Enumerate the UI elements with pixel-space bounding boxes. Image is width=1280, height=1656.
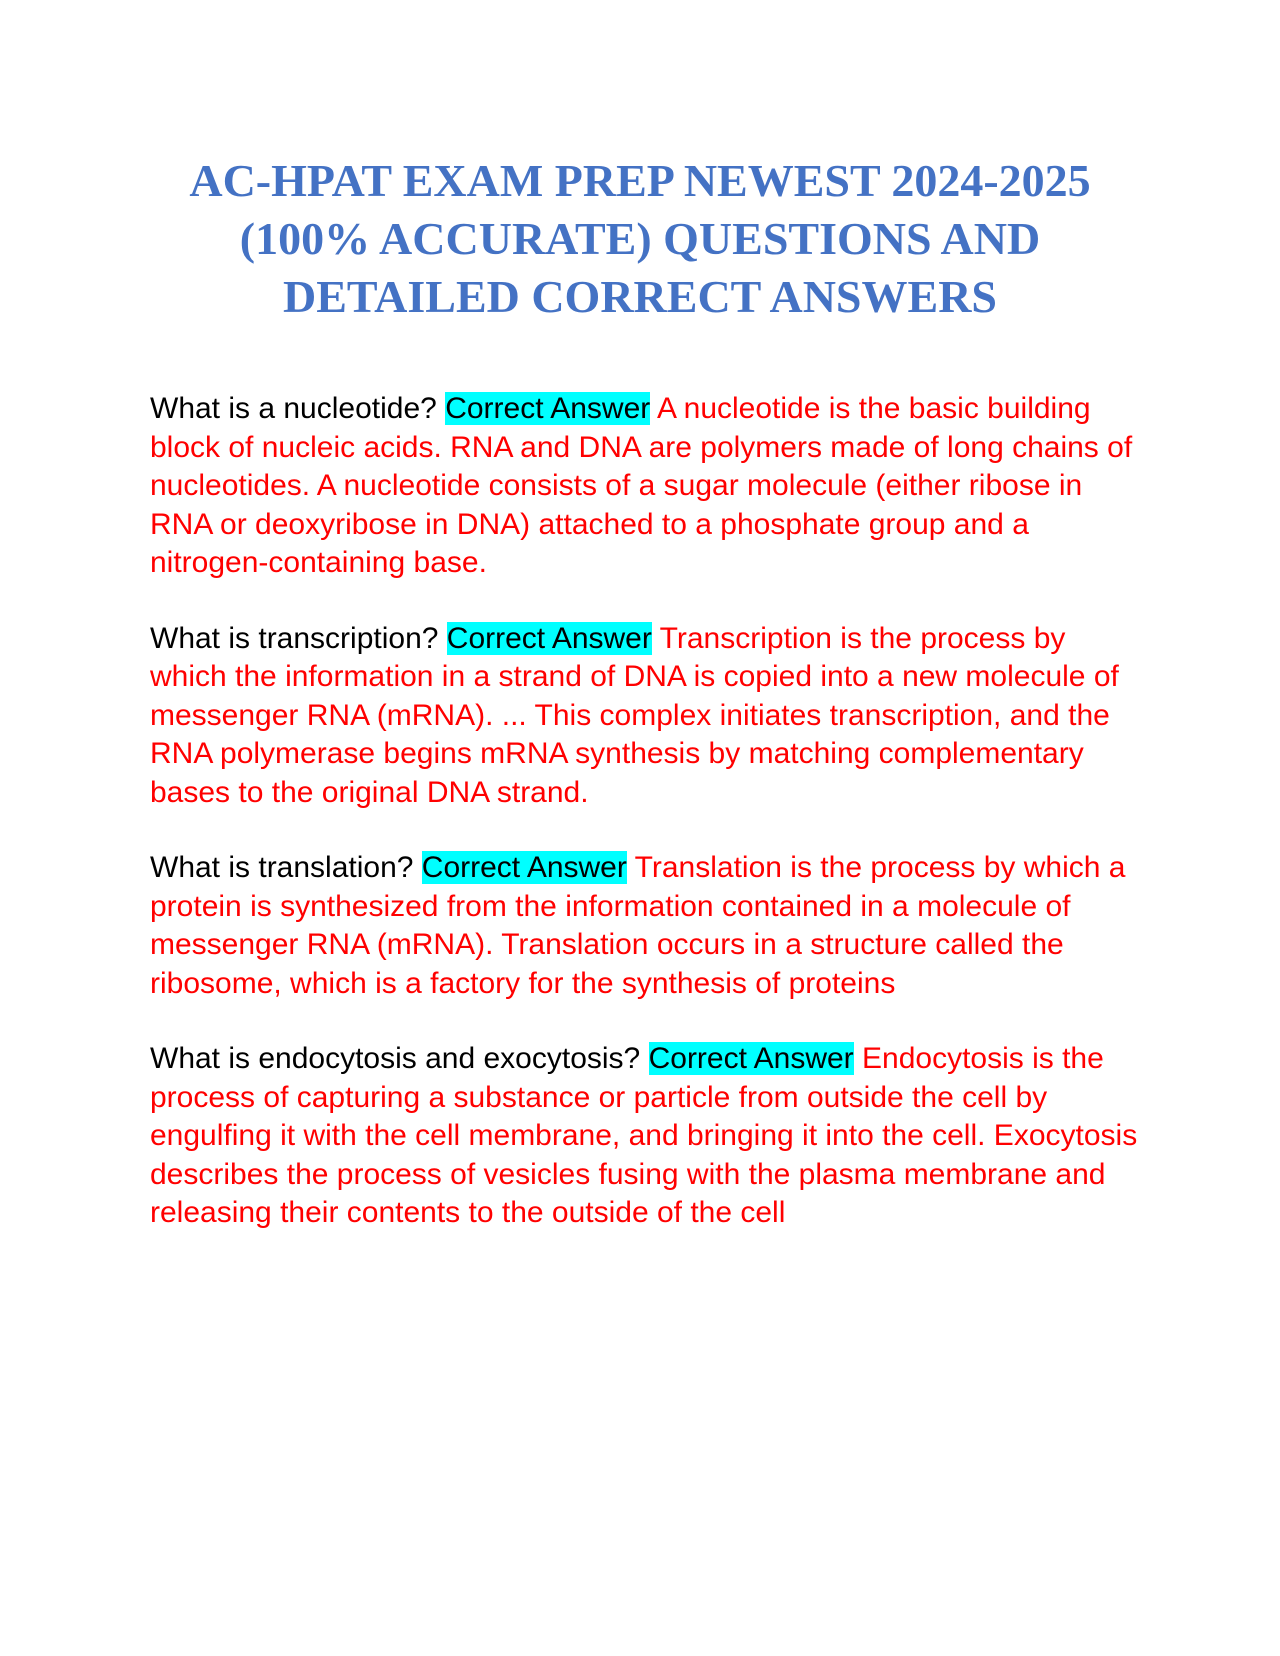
answer-text: Translation is the process by which a protein is synthesized from the information contained in a molecule of messenger RNA (mRNA). Translation occurs in a structure called the ribosome, which is a factory for the synthesis of proteins — [150, 851, 1126, 1000]
qa-item — [150, 1040, 1150, 1233]
answer-text: A nucleotide is the basic building block of nucleic acids. RNA and DNA are polymers made of long chains of nucleotides. A nucleotide consists of a sugar molecule (either ribose in RNA or deoxyribose in DNA) attached to a phosphate group and a nitrogen-containing base. — [150, 392, 1133, 579]
answer-text: Transcription is the process by which the information in a strand of DNA is copied into a new molecule of messenger RNA (mRNA). ... This complex initiates transcription, and the RNA polymerase begins mRNA synthesis by matching complementary bases to the original DNA strand. — [150, 621, 1119, 809]
question-text: What is translation? — [150, 851, 414, 884]
qa-item — [150, 390, 1150, 583]
qa-list — [150, 390, 1150, 1270]
correct-answer-tag: Correct Answer — [648, 1042, 854, 1075]
question-text: What is transcription? — [150, 621, 439, 655]
answer-text: Endocytosis is the process of capturing a substance or particle from outside the cell by engulfing it with the cell membrane, and bringing it into the cell. Exocytosis describes the process of vesicles fusing with the plasma membrane and releasing their contents to the outside of the cell — [150, 1042, 1138, 1229]
question-text: What is endocytosis and exocytosis? — [150, 1042, 641, 1075]
qa-item — [150, 849, 1150, 1003]
correct-answer-tag: Correct Answer — [421, 851, 627, 884]
correct-answer-tag: Correct Answer — [446, 621, 652, 655]
correct-answer-tag: Correct Answer — [445, 392, 651, 425]
qa-item — [150, 620, 1150, 813]
question-text: What is a nucleotide? — [150, 392, 437, 425]
document-title: AC-HPAT EXAM PREP NEWEST 2024-2025 (100% ACCURATE) QUESTIONS AND DETAILED CORRECT ANSWERS — [189, 155, 1091, 322]
